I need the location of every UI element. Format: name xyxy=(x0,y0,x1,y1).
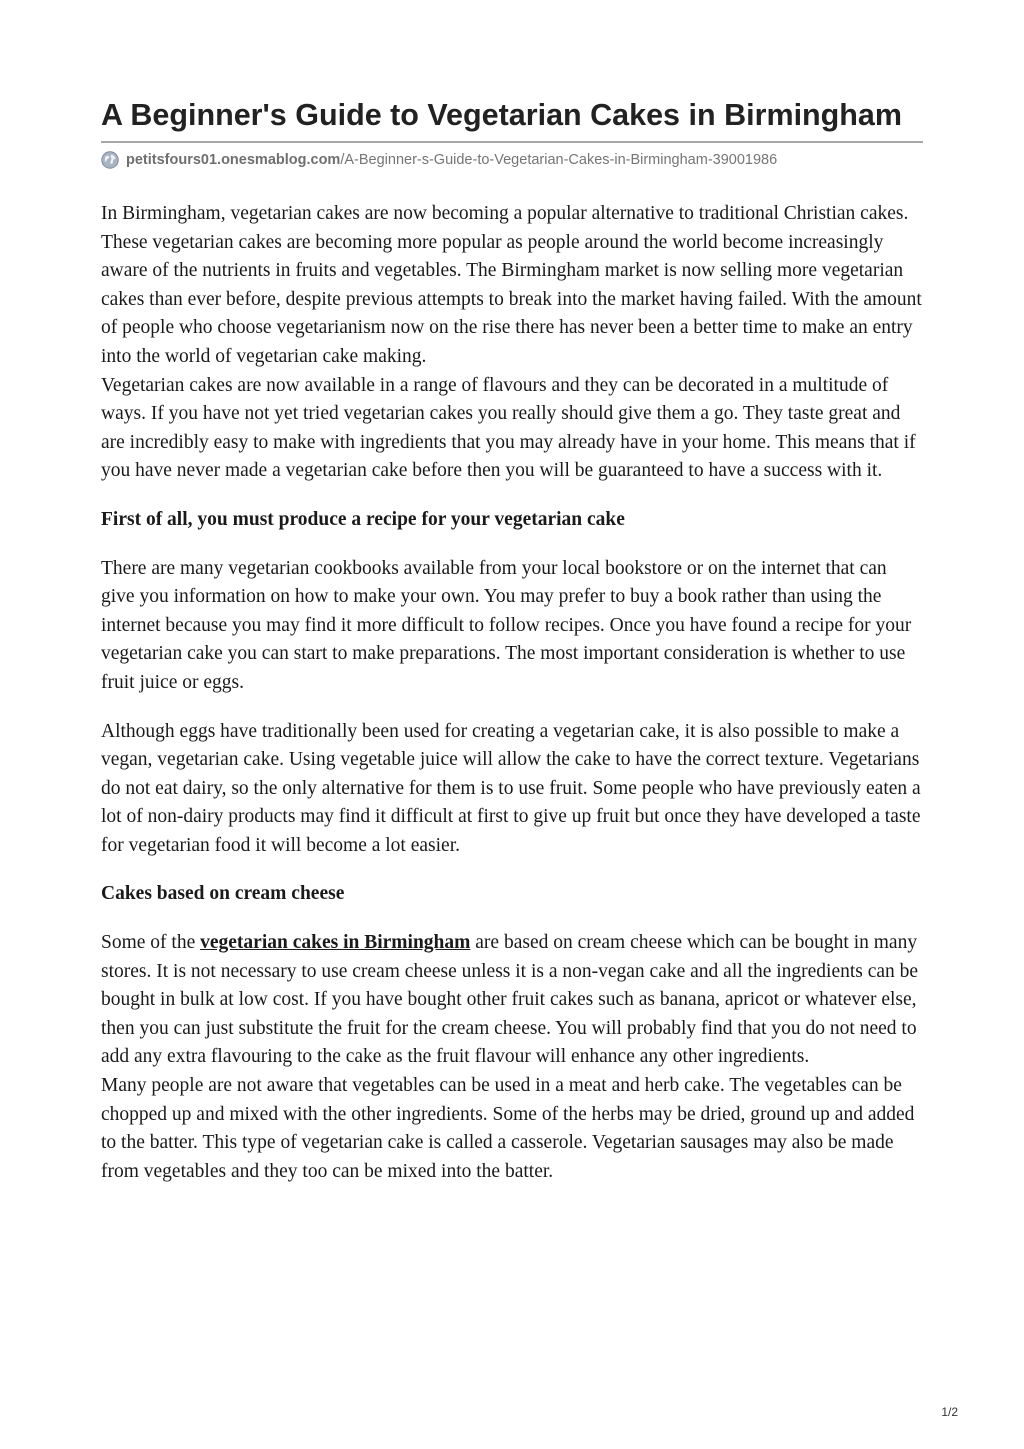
page-title: A Beginner's Guide to Vegetarian Cakes in Birmingham xyxy=(101,98,903,132)
source-url xyxy=(101,149,923,171)
heading-cream-cheese: Cakes based on cream cheese xyxy=(101,883,345,905)
paragraph-flavours: Vegetarian cakes are now available in a range of flavours and they can be decorated in a multitude of ways. If you have not yet tried vegetarian cakes you really should give them a go. They taste great and are incredibly easy to make with ingredients that you may already have in your home. This means that if you have never made a vegetarian cake before then you will be guaranteed to have a success with it. xyxy=(101,374,916,482)
title-divider xyxy=(101,141,923,143)
source-domain[interactable]: petitsfours01.onesmablog.com xyxy=(126,152,341,168)
document-page xyxy=(101,96,923,1186)
paragraph-cream-cheese-rest: are based on cream cheese which can be bought in many stores. It is not necessary to use cream cheese unless it is a non-vegan cake and all the ingredients can be bought in bulk at low cost. If you have bought other fruit cakes such as banana, apricot or whatever else, then you can just substitute the fruit for the cream cheese. You will probably find that you do not need to add any extra flavouring to the cake as the fruit flavour will enhance any other ingredients. xyxy=(101,932,919,1068)
heading-recipe: First of all, you must produce a recipe for your vegetarian cake xyxy=(101,508,625,530)
paragraph-eggs: Although eggs have traditionally been used for creating a vegetarian cake, it is also possible to make a vegan, vegetarian cake. Using vegetable juice will allow the cake to have the correct texture. Vegetarians do not eat dairy, so the only alternative for them is to use fruit. Some people who have previously eaten a lot of non-dairy products may find it difficult at first to give up fruit but once they have developed a taste for vegetarian food it will become a lot easier. xyxy=(101,720,921,856)
page-number: 1/2 xyxy=(941,1405,958,1419)
paragraph-cream-cheese xyxy=(101,929,923,1072)
globe-icon xyxy=(101,151,126,169)
vegetarian-cakes-link[interactable]: vegetarian cakes in Birmingham xyxy=(200,932,471,954)
paragraph-vegetables: Many people are not aware that vegetables can be used in a meat and herb cake. The vegetables can be chopped up and mixed with the other ingredients. Some of the herbs may be dried, ground up and added to the batter. This type of vegetarian cake is called a casserole. Vegetarian sausages may also be made from vegetables and they too can be mixed into the batter. xyxy=(101,1075,915,1182)
paragraph-cream-cheese-intro: Some of the xyxy=(101,932,201,954)
paragraph-intro: In Birmingham, vegetarian cakes are now becoming a popular alternative to traditional Christian cakes. These vegetarian cakes are becoming more popular as people around the world become increasingly aware of the nutrients in fruits and vegetables. The Birmingham market is now selling more vegetarian cakes than ever before, despite previous attempts to break into the market having failed. With the amount of people who choose vegetarianism now on the rise there has never been a better time to make an entry into the world of vegetarian cake making. xyxy=(101,203,922,367)
article-body xyxy=(101,200,923,1186)
source-path[interactable]: /A-Beginner-s-Guide-to-Vegetarian-Cakes-in-Birmingham-39001986 xyxy=(340,152,778,168)
paragraph-cookbooks: There are many vegetarian cookbooks available from your local bookstore or on the internet that can give you information on how to make your own. You may prefer to buy a book rather than using the internet because you may find it more difficult to follow recipes. Once you have found a recipe for your vegetarian cake you can start to make preparations. The most important consideration is whether to use fruit juice or eggs. xyxy=(101,557,912,693)
